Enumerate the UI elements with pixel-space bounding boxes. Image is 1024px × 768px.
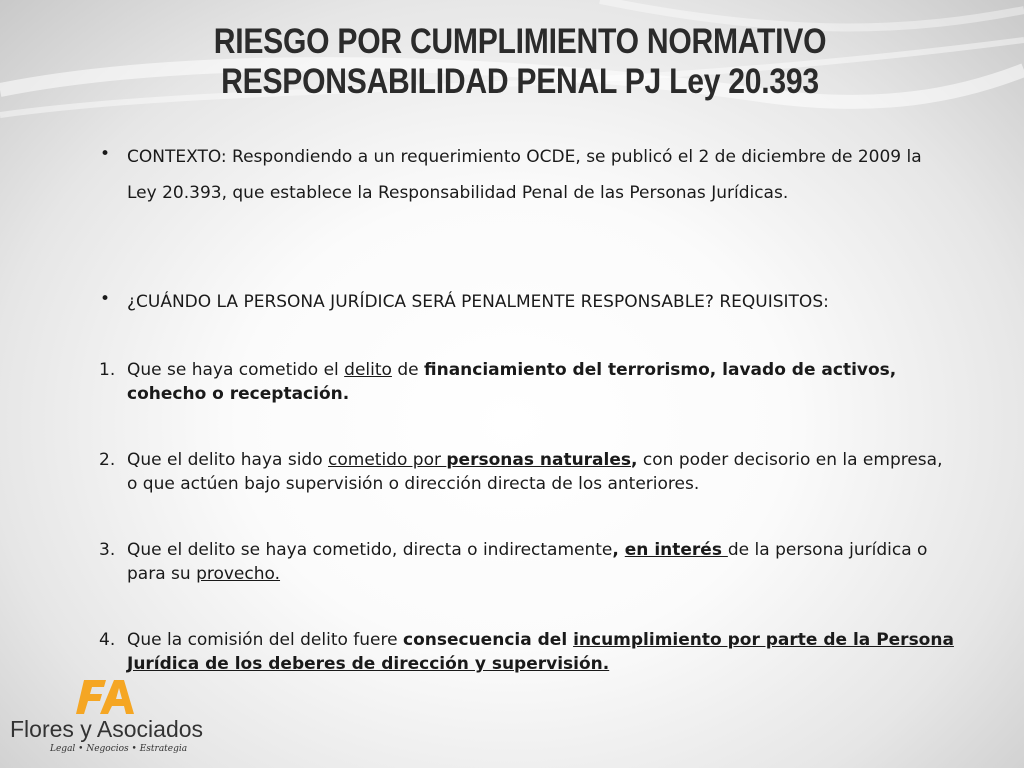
bullet-icon: • (100, 289, 111, 309)
item-number: 1. (99, 360, 116, 380)
requirement-item-3: Que el delito se haya cometido, directa o indirectamente, en interés de la persona jurídica o para su provecho. (127, 540, 928, 584)
company-logo (8, 676, 204, 760)
context-label: CONTEXTO (127, 147, 221, 167)
title-line-1: RIESGO POR CUMPLIMIENTO NORMATIVO (213, 22, 827, 61)
fa-logo-mark (76, 676, 146, 716)
logo-tagline: Legal • Negocios • Estrategia (50, 744, 188, 754)
context-text: : Respondiendo a un requerimiento OCDE, se publicó el 2 de diciembre de 2009 la Ley 20.393, que establece la Responsabilidad Penal de las Personas Jurídicas. (127, 147, 922, 203)
item-number: 3. (99, 540, 116, 560)
question-heading (127, 289, 947, 315)
title-line-2: RESPONSABILIDAD PENAL PJ Ley 20.393 (221, 62, 819, 101)
requirement-item-4: Que la comisión del delito fuere consecuencia del incumplimiento por parte de la Persona Jurídica de los deberes de dirección y supervisión. (127, 630, 954, 674)
context-paragraph (127, 139, 947, 211)
question-colon: : (823, 292, 829, 312)
item-number: 4. (99, 630, 116, 650)
question-text: ¿CUÁNDO LA PERSONA JURÍDICA SERÁ PENALMENTE RESPONSABLE? REQUISITOS (127, 292, 824, 312)
slide-title (73, 22, 967, 102)
logo-company-name: Flores y Asociados (10, 716, 204, 742)
requirement-item-1: Que se haya cometido el delito de financiamiento del terrorismo, lavado de activos, cohecho o receptación. (127, 360, 897, 404)
bullet-icon: • (100, 144, 111, 164)
item-number: 2. (99, 450, 116, 470)
requirement-item-2: Que el delito haya sido cometido por personas naturales, con poder decisorio en la empresa, o que actúen bajo supervisión o dirección directa de los anteriores. (127, 450, 943, 494)
